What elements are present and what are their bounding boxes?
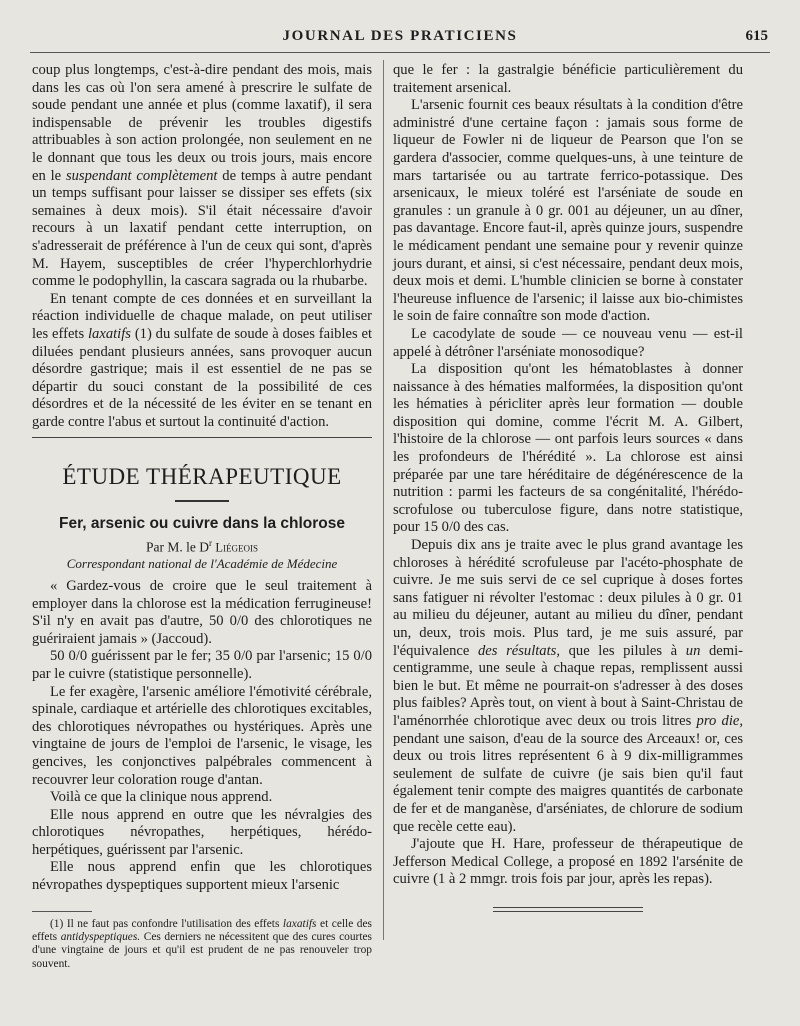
right-paragraph-5: [393, 537, 743, 836]
footnote: [32, 918, 372, 972]
left-paragraph-8: Elle nous apprend enfin que les chlorotiques névropathes dyspeptiques supportent mieux l'arsenic: [32, 859, 372, 894]
emphasis: suspendant complètement: [65, 167, 218, 184]
text-run: de temps à autre pendant un temps suffisant pour laisser se dissiper ses effets (six semaines à deux mois). S'il était nécessaire d'avoir recours à un laxatif pendant cette interruption, on s'adresserait de préférence à l'un de ceux qui sont, d'après M. Hayem, susceptibles de créer l'hyperchlorhydrie comme le podophyllin, la cascara sagrada ou la rhubarbe.: [32, 167, 372, 290]
end-of-article-rule: [493, 907, 643, 912]
emphasis: laxatifs: [282, 917, 317, 930]
byline-prefix: Par M. le D: [145, 539, 209, 555]
header-rule: [30, 52, 770, 53]
footnote-rule: [32, 911, 92, 912]
left-paragraph-4: 50 0/0 guérissent par le fer; 35 0/0 par l'arsenic; 15 0/0 par le cuivre (statistique personnelle).: [32, 648, 372, 682]
emphasis: des résultats,: [478, 642, 560, 659]
text-run: que les pilules à: [568, 642, 678, 659]
left-paragraph-6: Voilà ce que la clinique nous apprend.: [50, 789, 273, 806]
author-affiliation: Correspondant national de l'Académie de Médecine: [66, 555, 338, 571]
left-column: [32, 62, 372, 971]
text-run: (1) Il ne faut pas confondre l'utilisation des effets: [50, 917, 280, 930]
byline: [32, 535, 372, 556]
text-run: coup plus longtemps, c'est-à-dire pendant des mois, mais dans les cas où l'on sera amené à prescrire le sulfate de soude pendant une année et plus (comme laxatif), il sera indispensable de prévenir les troubles digestifs attribuables à son action prolongée, non seulement en ne le donnant que tous les deux ou trois jours, mais encore en le: [32, 62, 372, 184]
author-name: Liégeois: [215, 540, 258, 555]
left-paragraph-5: Le fer exagère, l'arsenic améliore l'émotivité cérébrale, spinale, cardiaque et artérielle des chlorotiques excitables, des chlorotiques névropathes ou hystériques. Après une vingtaine de jours de l'emploi de l'arsenic, le visage, les gencives, les conjonctives palpébrales commencent à recouvrer leur coloration rouge d'antan.: [32, 683, 372, 788]
right-paragraph-3: Le cacodylate de soude — ce nouveau venu — est-il appelé à détrôner l'arséniate monosodique?: [393, 325, 743, 360]
emphasis: pro die,: [696, 712, 743, 729]
column-divider: [383, 60, 384, 940]
byline-superscript: r: [208, 538, 212, 549]
right-paragraph-4: La disposition qu'ont les hématoblastes à donner naissance à des hématies malformées, la disposition qu'ont les hématies à péricliter après leur formation — double disposition qui domine, comme l'écrit M. A. Gilbert, l'histoire de la chlorose — ont parfois leurs sources « dans les profondeurs de l'hérédité ». La chlorose est ainsi préparée par une tare héréditaire de dégénérescence de la nutrition : parmi les facteurs de sa congénitalité, l'hérédo-scrofulose ou tuberculose figure, dans notre statistique, pour 15 0/0 des cas.: [393, 361, 743, 536]
text-run: En tenant compte de ces données et en surveillant la réaction individuelle de chaque malade, on peut utiliser les effets: [32, 290, 372, 342]
right-paragraph-6: J'ajoute que H. Hare, professeur de thérapeutique de Jefferson Medical College, a proposé en 1892 l'arsénite de cuivre (1 à 2 mmgr. trois fois par jour, après les repas).: [393, 836, 743, 888]
emphasis: un: [685, 642, 701, 659]
section-title: ÉTUDE THÉRAPEUTIQUE: [62, 464, 342, 490]
right-paragraph-2: L'arsenic fournit ces beaux résultats à la condition d'être administré d'une certaine façon : jamais sous forme de liqueur de Fowler ni de liqueur de Pearson que l'on se gardera d'associer, comme quelques-uns, à une teinture de mars tartarisée ou au tartrate ferrico-potassique. Des arsenicaux, le mieux toléré est l'arséniate de soude en granules : un granule à 0 gr. 001 au déjeuner, un au dîner, pas davantage. Encore faut-il, après quinze jours, suspendre le médicament pendant une semaine pour y revenir quinze jours durant, et ainsi, si c'est nécessaire, pendant deux mois, deux mois et demi. L'humble clinicien se borne à constater l'heureuse influence de l'arsenic; il laisse aux bio-chimistes le soin de faire connaître son mode d'action.: [393, 97, 743, 325]
right-paragraph-1: que le fer : la gastralgie bénéficie particulièrement du traitement arsenical.: [393, 62, 743, 96]
text-run: Depuis dix ans je traite avec le plus grand avantage les chloroses à hérédité scrofuleuse par l'acéto-phosphate de cuivre. Je me suis servi de ce sel cuprique à doses fortes sans fatiguer ni révolter l'estomac : deux pilules à 0 gr. 01 au milieu du déjeuner, autant au milieu du dîner, pendant un, deux, trois mois. Plus tard, je me suis assuré, par l'équivalence: [393, 537, 743, 659]
left-paragraph-1: [32, 62, 372, 291]
emphasis: laxatifs: [88, 325, 131, 342]
running-head: JOURNAL DES PRATICIENS: [282, 28, 518, 44]
text-run: Ces derniers ne nécessitent que des cures courtes d'une vingtaine de jours et qu'il est prudent de ne pas renouveler trop souvent.: [32, 931, 372, 970]
article-title: Fer, arsenic ou cuivre dans la chlorose: [58, 515, 345, 533]
emphasis: antidyspeptiques.: [60, 931, 141, 944]
title-ornament-rule: [175, 500, 229, 502]
right-column: [393, 62, 743, 912]
page-number: 615: [745, 28, 768, 44]
left-paragraph-2: [32, 291, 372, 432]
text-run: demi-centigramme, une seule à chaque repas, remplissent aussi bien le but. Et même ne pourrait-on s'adresser à des doses plus faibles? Après tout, on vient à bout à Saint-Christau de l'aménorrhée chlorotique avec deux ou trois litres: [393, 642, 744, 729]
left-paragraph-7: Elle nous apprend en outre que les névralgies des chlorotiques névropathes, herpétiques, hérédo-herpétiques, guérissent par l'arsenic.: [32, 806, 372, 858]
text-run: pendant une saison, d'eau de la source des Arceaux! or, ces deux ou trois litres représentent 6 à 9 dix-milligrammes seulement de sulfate de cuivre (je sais bien qu'il faut également tenir compte des maigres quantités de carbonate de fer et de manganèse, d'arséniates, de chlorure de sodium que recèle cette eau).: [393, 730, 743, 835]
section-rule: [32, 437, 372, 438]
text-run: et celle des effets: [32, 917, 372, 944]
left-paragraph-3: « Gardez-vous de croire que le seul traitement à employer dans la chlorose est la médication ferrugineuse! S'il n'y en avait pas d'autre, 50 0/0 des chlorotiques ne guériraient jamais » (Jaccoud).: [32, 577, 372, 647]
text-run: (1) du sulfate de soude à doses faibles et diluées pendant plusieurs années, sans provoquer aucun désordre gastrique; mais il est essentiel de ne pas se départir du souci constant de la possibilité de ces désordres et de la nécessité de les éviter en se tenant en garde contre l'abus et surtout la continuité d'action.: [32, 325, 373, 430]
page-header: [0, 28, 800, 50]
